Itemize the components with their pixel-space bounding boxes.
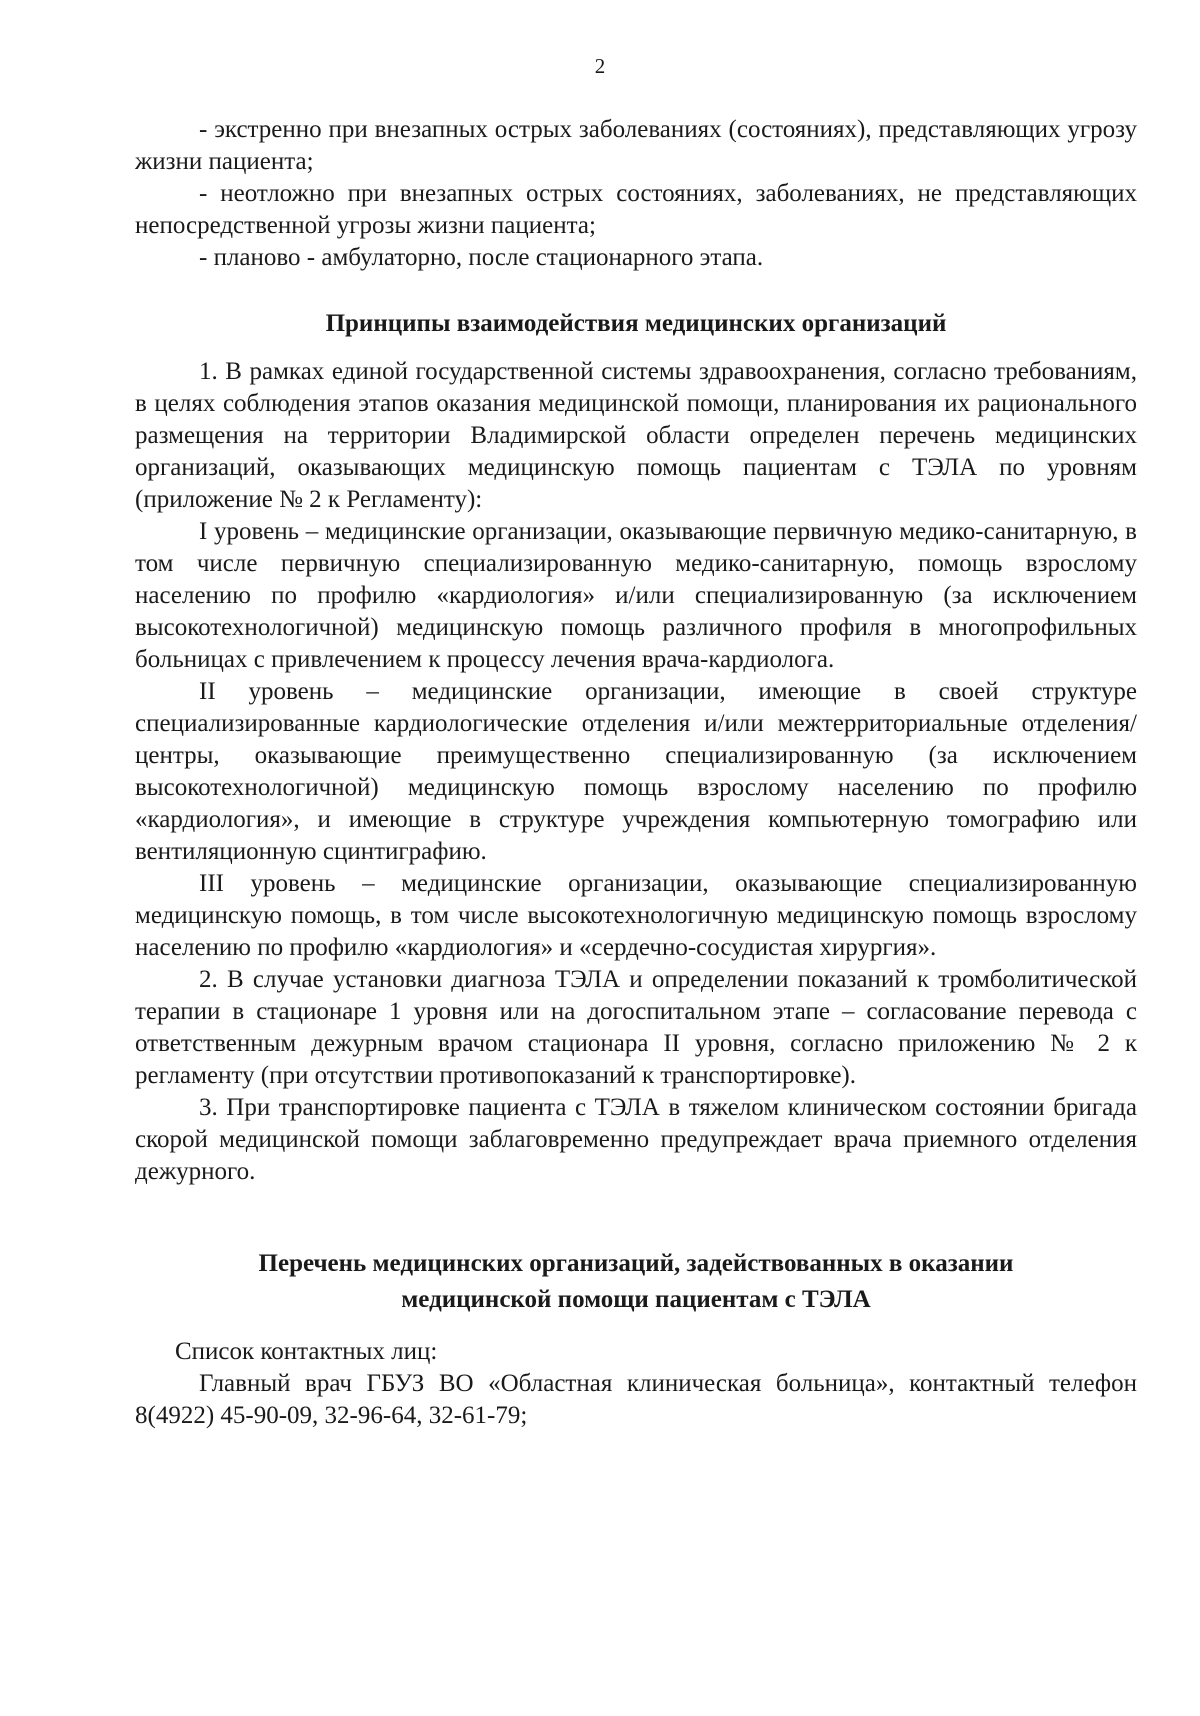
section-heading-line-2: медицинской помощи пациентам с ТЭЛА bbox=[401, 1286, 871, 1313]
intro-item-emergency: - экстренно при внезапных острых заболеваниях (состояниях), представляющих угрозу жизни пациента; bbox=[135, 116, 1137, 175]
paragraph-transport: 3. При транспортировке пациента с ТЭЛА в тяжелом клиническом состоянии бригада скорой медицинской помощи заблаговременно предупреждает врача приемного отделения дежурного. bbox=[135, 1094, 1137, 1185]
page-content bbox=[135, 114, 1137, 1432]
page-number: 2 bbox=[594, 54, 606, 78]
paragraph-levels-intro: 1. В рамках единой государственной системы здравоохранения, согласно требованиям, в целях соблюдения этапов оказания медицинской помощи, планирования их рационального размещения на территории Владимирской области определен перечень медицинских организаций, оказывающих медицинскую помощь пациентам с ТЭЛА по уровням (приложение № 2 к Регламенту): bbox=[135, 358, 1137, 513]
section-heading-principles: Принципы взаимодействия медицинских организаций bbox=[325, 310, 947, 337]
paragraph-level-1: I уровень – медицинские организации, оказывающие первичную медико-санитарную, в том числе первичную специализированную медико-санитарную, помощь взрослому населению по профилю «кардиология» и/или специализированную (за исключением высокотехнологичной) медицинскую помощь различного профиля в многопрофильных больницах с привлечением к процессу лечения врача-кардиолога. bbox=[135, 518, 1137, 673]
contacts-label: Список контактных лиц: bbox=[175, 1338, 438, 1365]
paragraph-level-3: III уровень – медицинские организации, оказывающие специализированную медицинскую помощь, в том числе высокотехнологичную медицинскую помощь взрослому населению по профилю «кардиология» и «сердечно-сосудистая хирургия». bbox=[135, 870, 1137, 961]
paragraph-thrombolysis: 2. В случае установки диагноза ТЭЛА и определении показаний к тромболитической терапии в стационаре 1 уровня или на догоспитальном этапе – согласование перевода с ответственным дежурным врачом стационара II уровня, согласно приложению № 2 к регламенту (при отсутствии противопоказаний к транспортировке). bbox=[135, 966, 1137, 1089]
section-heading-line-1: Перечень медицинских организаций, задействованных в оказании bbox=[258, 1250, 1014, 1277]
contact-chief-physician: Главный врач ГБУЗ ВО «Областная клиническая больница», контактный телефон 8(4922) 45-90-09, 32-96-64, 32-61-79; bbox=[135, 1370, 1137, 1429]
intro-item-planned: - планово - амбулаторно, после стационарного этапа. bbox=[199, 244, 764, 271]
intro-item-urgent: - неотложно при внезапных острых состояниях, заболеваниях, не представляющих непосредственной угрозы жизни пациента; bbox=[135, 180, 1137, 239]
section-heading-organizations bbox=[135, 1246, 1137, 1318]
paragraph-level-2: II уровень – медицинские организации, имеющие в своей структуре специализированные кардиологические отделения и/или межтерриториальные отделения/центры, оказывающие преимущественно специализированную (за исключением высокотехнологичной) медицинскую помощь взрослому населению по профилю «кардиология», и имеющие в структуре учреждения компьютерную томографию или вентиляционную сцинтиграфию. bbox=[135, 678, 1137, 865]
